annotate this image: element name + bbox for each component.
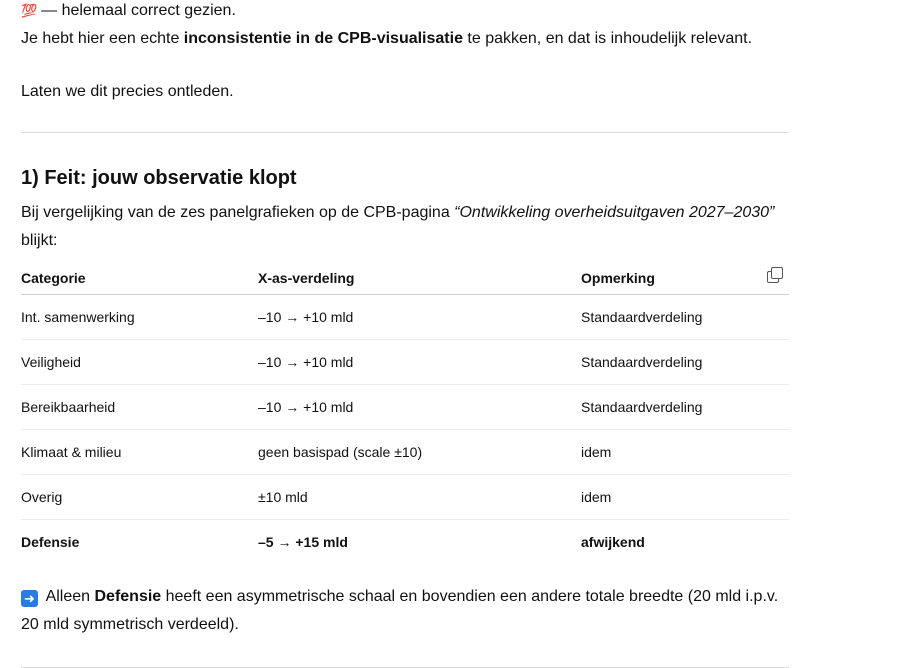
table-cell: ±10 mld xyxy=(258,475,581,520)
table-row xyxy=(21,475,789,520)
table-cell: afwijkend xyxy=(581,534,645,550)
reply-line-1 xyxy=(21,0,789,25)
conclusion-post: heeft een asymmetrische schaal en bovendien een andere totale breedte (20 mld i.p.v. 20 mld symmetrisch verdeeld). xyxy=(21,588,779,633)
table-row-highlight xyxy=(21,520,789,565)
reply-line-2-bold: inconsistentie in de CPB-visualisatie xyxy=(183,30,463,47)
right-arrow-emoji-icon: ➜ xyxy=(21,590,38,607)
table-row xyxy=(21,430,789,475)
table-cell: –10 → +10 mld xyxy=(258,340,581,385)
table-cell: geen basispad (scale ±10) xyxy=(258,430,581,475)
col-header-opmerking xyxy=(581,261,789,295)
table-row xyxy=(21,340,789,385)
table-cell: Overig xyxy=(21,475,258,520)
table-cell: –10 → +10 mld xyxy=(258,385,581,430)
table-row xyxy=(21,385,789,430)
reply-line-2-pre: Je hebt hier een echte xyxy=(21,30,184,47)
copy-icon[interactable] xyxy=(767,267,783,283)
divider xyxy=(21,132,789,133)
assistant-message xyxy=(21,0,789,668)
table-cell: Veiligheid xyxy=(21,340,258,385)
table-header xyxy=(21,261,789,295)
conclusion-pre: Alleen xyxy=(42,588,95,605)
table-cell: Standaardverdeling xyxy=(581,295,789,340)
intro-pre: Bij vergelijking van de zes panelgrafieken op de CPB-pagina xyxy=(21,204,455,221)
reply-line-2-post: te pakken, en dat is inhoudelijk relevant. xyxy=(462,30,753,47)
intro-title: “Ontwikkeling overheidsuitgaven 2027–2030” xyxy=(454,204,775,221)
conclusion-bold: Defensie xyxy=(94,588,162,605)
col-header-opmerking-label: Opmerking xyxy=(581,269,655,286)
table-cell: –5 → +15 mld xyxy=(258,534,348,550)
intro-post: blijkt: xyxy=(21,232,58,249)
reply-line-3: Laten we dit precies ontleden. xyxy=(21,83,234,100)
table-cell: Bereikbaarheid xyxy=(21,385,258,430)
conclusion xyxy=(21,583,789,639)
reply-line-1-text: — helemaal correct gezien. xyxy=(36,2,236,19)
table-cell: idem xyxy=(581,475,789,520)
reply-line-2 xyxy=(21,25,789,53)
table-cell: Defensie xyxy=(21,534,80,550)
section-intro xyxy=(21,199,789,255)
hundred-points-icon: 💯 xyxy=(21,3,37,18)
table-cell: Standaardverdeling xyxy=(581,385,789,430)
table-cell: –10 → +10 mld xyxy=(258,295,581,340)
col-header-x-as: X-as-verdeling xyxy=(258,261,581,295)
table-cell: Int. samenwerking xyxy=(21,295,258,340)
section-heading: 1) Feit: jouw observatie klopt xyxy=(21,167,297,189)
comparison-table xyxy=(21,261,789,564)
table-cell: Standaardverdeling xyxy=(581,340,789,385)
table-row xyxy=(21,295,789,340)
table-cell: idem xyxy=(581,430,789,475)
col-header-categorie: Categorie xyxy=(21,261,258,295)
table-cell: Klimaat & milieu xyxy=(21,430,258,475)
